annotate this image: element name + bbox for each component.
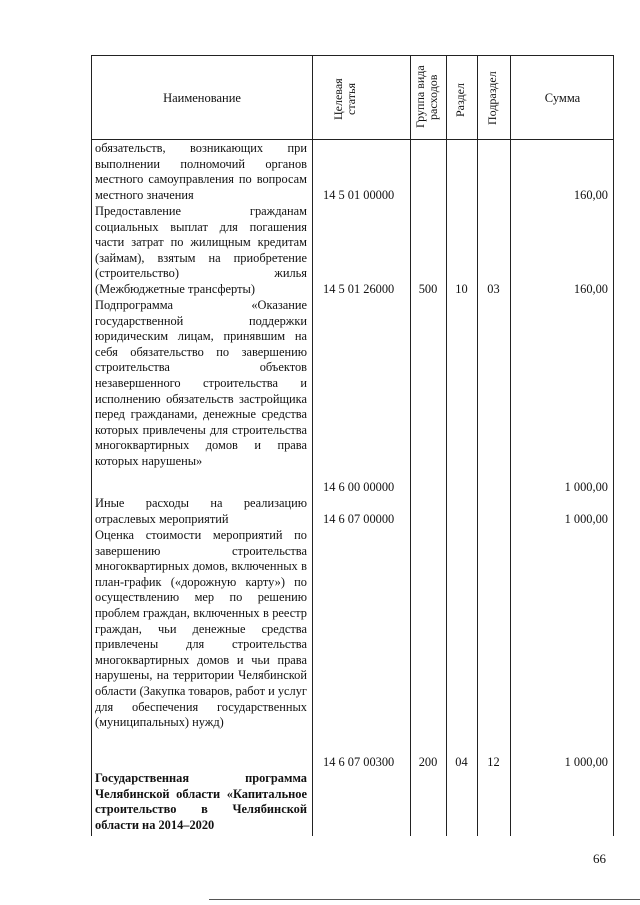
header-name: Наименование <box>163 91 241 105</box>
row-sum: 1 000,00 <box>564 755 608 769</box>
column-divider <box>510 56 511 836</box>
column-divider <box>477 56 478 836</box>
header-section: Раздел <box>453 83 467 117</box>
row-name: Государственная программа Челябинской области «Капитальное строительство в Челябинской области на 2014–2020 <box>95 771 307 832</box>
row-section: 10 <box>455 282 468 296</box>
row-code: 14 6 07 00000 <box>323 512 395 526</box>
row-group: 500 <box>418 282 438 296</box>
row-sum: 1 000,00 <box>564 512 608 526</box>
row-name: Оценка стоимости мероприятий по завершению строительства многоквартирных домов, включенных в план-график («дорожную карту») по осуществлению мер по решению проблем граждан, включенных в реестр граждан, чьи денежные средства привлечены для строительства многоквартирных домов и чьи права нарушены, на территории Челябинской области (Закупка товаров, работ и услуг для обеспечения государственных (муниципальных) нужд) <box>95 528 307 730</box>
row-sum: 160,00 <box>573 282 608 296</box>
column-divider <box>312 56 313 836</box>
footer-line <box>209 899 640 900</box>
row-code: 14 5 01 26000 <box>323 282 395 296</box>
header-divider <box>92 139 613 140</box>
row-sum: 160,00 <box>573 188 608 202</box>
row-section: 04 <box>455 755 468 769</box>
header-group: Группа вида расходов <box>413 65 440 129</box>
header-target: Целевая статья <box>331 78 358 120</box>
page-number: 66 <box>593 851 606 866</box>
budget-table <box>91 55 614 836</box>
row-subsection: 03 <box>487 282 500 296</box>
row-code: 14 5 01 00000 <box>323 188 395 202</box>
row-name: обязательств, возникающих при выполнении полномочий органов местного самоуправления по вопросам местного значения <box>95 141 307 202</box>
row-sum: 1 000,00 <box>564 480 608 494</box>
row-name: Иные расходы на реализацию отраслевых мероприятий <box>95 496 307 526</box>
row-code: 14 6 07 00300 <box>323 755 395 769</box>
row-group: 200 <box>418 755 438 769</box>
row-code: 14 6 00 00000 <box>323 480 395 494</box>
row-subsection: 12 <box>487 755 500 769</box>
column-divider <box>410 56 411 836</box>
row-name: Предоставление гражданам социальных выплат для погашения части затрат по жилищным кредитам (займам), взятым на приобретение (строительство) жилья (Межбюджетные трансферты) <box>95 204 307 296</box>
row-name: Подпрограмма «Оказание государственной поддержки юридическим лицам, принявшим на себя обязательство по завершению строительства объектов незавершенного строительства и исполнению обязательств застройщика перед гражданами, денежные средства которых привлечены для строительства многоквартирных домов и права которых нарушены» <box>95 298 307 468</box>
column-divider <box>446 56 447 836</box>
header-sum: Сумма <box>544 91 581 105</box>
header-subsection: Подраздел <box>485 71 499 125</box>
